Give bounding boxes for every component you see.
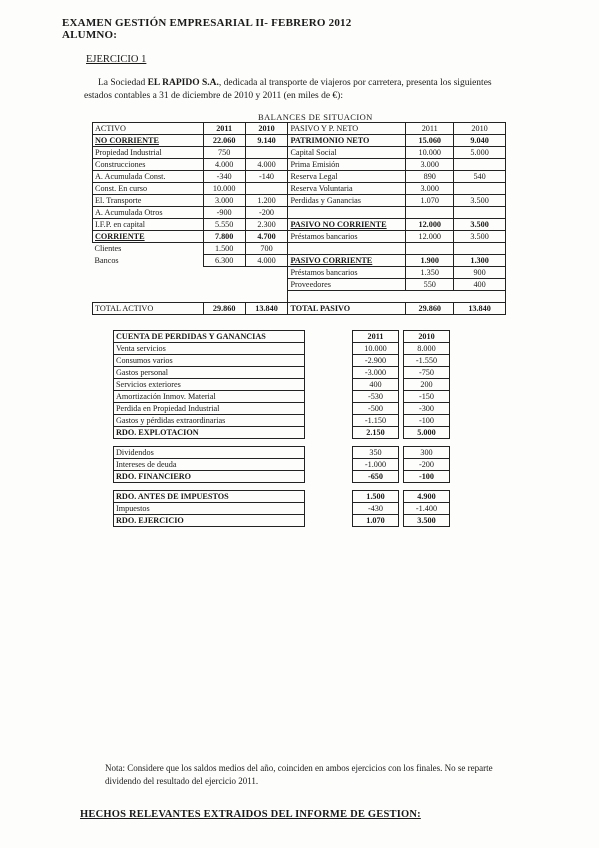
balance-cell: 3.500 — [454, 231, 506, 243]
balance-cell: TOTAL ACTIVO — [93, 302, 204, 314]
balance-cell: -900 — [203, 207, 245, 219]
balance-row — [93, 159, 506, 171]
balance-row — [93, 291, 506, 303]
balance-cell: 10.000 — [406, 147, 454, 159]
balance-cell: ACTIVO — [93, 123, 204, 135]
pyg-gap — [305, 515, 353, 527]
pyg-row — [114, 427, 450, 439]
pyg-gap — [305, 403, 353, 415]
balance-cell — [245, 267, 288, 279]
intro-pre: La Sociedad — [98, 78, 148, 88]
management-report-title: HECHOS RELEVANTES EXTRAIDOS DEL INFORME DE GESTION: — [80, 809, 421, 820]
balance-cell — [406, 207, 454, 219]
balance-cell: 9.040 — [454, 135, 506, 147]
pyg-gap — [305, 491, 353, 503]
pyg-value: -3.000 — [353, 367, 399, 379]
pyg-label: RDO. ANTES DE IMPUESTOS — [114, 491, 305, 503]
balance-cell: 890 — [406, 171, 454, 183]
pyg-spacer — [114, 439, 450, 447]
pyg-label: Intereses de deuda — [114, 459, 305, 471]
balance-row — [93, 135, 506, 147]
balance-cell: 29.860 — [406, 302, 454, 314]
pyg-value: -650 — [353, 471, 399, 483]
balance-cell: 2010 — [245, 123, 288, 135]
balance-cell — [288, 291, 406, 303]
balance-cell: 3.500 — [454, 195, 506, 207]
pyg-value: 300 — [404, 447, 450, 459]
balance-cell: -200 — [245, 207, 288, 219]
balance-cell: 13.840 — [454, 302, 506, 314]
balance-cell: NO CORRIENTE — [93, 135, 204, 147]
pyg-value: 1.500 — [353, 491, 399, 503]
balance-row — [93, 219, 506, 231]
balance-cell — [245, 147, 288, 159]
balance-cell: CORRIENTE — [93, 231, 204, 243]
pyg-label: Perdida en Propiedad Industrial — [114, 403, 305, 415]
balance-cell: 5.550 — [203, 219, 245, 231]
balance-cell — [288, 207, 406, 219]
balance-cell: PASIVO CORRIENTE — [288, 255, 406, 267]
intro-post: , dedicada al transporte de viajeros por carretera, presenta los siguientes estados contables a 31 de diciembre de 2010 y 2011 (en miles de €): — [84, 78, 492, 101]
pyg-value: -750 — [404, 367, 450, 379]
pyg-value: -2.900 — [353, 355, 399, 367]
pyg-gap — [305, 415, 353, 427]
balance-row — [93, 231, 506, 243]
pyg-row — [114, 367, 450, 379]
balance-cell — [93, 291, 204, 303]
balance-cell: 29.860 — [203, 302, 245, 314]
balance-cell — [245, 291, 288, 303]
pyg-value: 5.000 — [404, 427, 450, 439]
balance-cell: 10.000 — [203, 183, 245, 195]
pyg-gap — [305, 459, 353, 471]
pyg-gap — [305, 427, 353, 439]
pyg-value: -100 — [404, 471, 450, 483]
pyg-gap — [305, 447, 353, 459]
balance-row — [93, 302, 506, 314]
pyg-label: Amortización Inmov. Material — [114, 391, 305, 403]
balance-cell — [454, 207, 506, 219]
balance-cell: 2011 — [406, 123, 454, 135]
balance-cell — [245, 279, 288, 291]
pyg-value: -300 — [404, 403, 450, 415]
pyg-label: Dividendos — [114, 447, 305, 459]
balance-caption: BALANCES DE SITUACION — [258, 112, 373, 122]
balance-row — [93, 195, 506, 207]
balance-cell: 540 — [454, 171, 506, 183]
balance-cell: 700 — [245, 243, 288, 255]
balance-cell — [93, 279, 204, 291]
pyg-label: RDO. EXPLOTACION — [114, 427, 305, 439]
balance-cell: 4.000 — [245, 159, 288, 171]
balance-cell: 3.000 — [406, 159, 454, 171]
balance-cell: 3.000 — [406, 183, 454, 195]
pyg-value: 10.000 — [353, 343, 399, 355]
balance-cell: 3.500 — [454, 219, 506, 231]
pyg-value: -430 — [353, 503, 399, 515]
pyg-row — [114, 439, 450, 447]
pyg-row — [114, 415, 450, 427]
pyg-value: 350 — [353, 447, 399, 459]
pyg-row — [114, 403, 450, 415]
balance-cell: Construcciones — [93, 159, 204, 171]
pyg-label: Venta servicios — [114, 343, 305, 355]
balance-cell: 2010 — [454, 123, 506, 135]
pyg-row — [114, 447, 450, 459]
balance-cell: PASIVO Y P. NETO — [288, 123, 406, 135]
balance-sheet-table — [92, 122, 506, 315]
balance-cell: 400 — [454, 279, 506, 291]
balance-cell — [406, 291, 454, 303]
pyg-label: RDO. EJERCICIO — [114, 515, 305, 527]
pyg-value: 2.150 — [353, 427, 399, 439]
income-statement-table — [113, 330, 450, 527]
pyg-gap — [305, 355, 353, 367]
pyg-value: 1.070 — [353, 515, 399, 527]
balance-cell: 22.060 — [203, 135, 245, 147]
balance-cell: 5.000 — [454, 147, 506, 159]
balance-cell: A. Acumulada Otros — [93, 207, 204, 219]
pyg-row — [114, 355, 450, 367]
balance-cell — [245, 183, 288, 195]
balance-cell — [454, 243, 506, 255]
balance-cell: Reserva Legal — [288, 171, 406, 183]
balance-cell: -340 — [203, 171, 245, 183]
exam-title: EXAMEN GESTIÓN EMPRESARIAL II- FEBRERO 2012 — [62, 17, 352, 29]
pyg-value: -200 — [404, 459, 450, 471]
pyg-label: Consumos varios — [114, 355, 305, 367]
pyg-row — [114, 379, 450, 391]
pyg-spacer — [114, 483, 450, 491]
pyg-row — [114, 515, 450, 527]
pyg-value: -1.550 — [404, 355, 450, 367]
pyg-gap — [305, 343, 353, 355]
balance-cell: 1.070 — [406, 195, 454, 207]
balance-cell: 550 — [406, 279, 454, 291]
balance-cell: Proveedores — [288, 279, 406, 291]
balance-cell: 4.000 — [245, 255, 288, 267]
pyg-label: Servicios exteriores — [114, 379, 305, 391]
balance-cell — [454, 291, 506, 303]
balance-row — [93, 243, 506, 255]
pyg-value: -1.000 — [353, 459, 399, 471]
balance-cell: Préstamos bancarios — [288, 267, 406, 279]
exercise-title: EJERCICIO 1 — [86, 54, 147, 65]
pyg-row — [114, 343, 450, 355]
pyg-value: 2011 — [353, 331, 399, 343]
balance-cell: TOTAL PASIVO — [288, 302, 406, 314]
pyg-label: CUENTA DE PERDIDAS Y GANANCIAS — [114, 331, 305, 343]
balance-cell: PATRIMONIO NETO — [288, 135, 406, 147]
balance-cell: 3.000 — [203, 195, 245, 207]
exercise-intro — [84, 77, 504, 103]
pyg-row — [114, 471, 450, 483]
balance-cell: 2.300 — [245, 219, 288, 231]
pyg-gap — [305, 391, 353, 403]
balance-row — [93, 207, 506, 219]
pyg-value: 4.900 — [404, 491, 450, 503]
pyg-value: -500 — [353, 403, 399, 415]
pyg-row — [114, 491, 450, 503]
balance-cell: -140 — [245, 171, 288, 183]
balance-cell: Perdidas y Ganancias — [288, 195, 406, 207]
pyg-value: 200 — [404, 379, 450, 391]
balance-cell: A. Acumulada Const. — [93, 171, 204, 183]
balance-cell: 12.000 — [406, 231, 454, 243]
balance-cell: 1.300 — [454, 255, 506, 267]
balance-cell: 13.840 — [245, 302, 288, 314]
pyg-value: -1.400 — [404, 503, 450, 515]
balance-row — [93, 183, 506, 195]
balance-cell: 2011 — [203, 123, 245, 135]
balance-cell: 12.000 — [406, 219, 454, 231]
balance-cell: Propiedad Industrial — [93, 147, 204, 159]
balance-cell: 4.000 — [203, 159, 245, 171]
pyg-gap — [305, 503, 353, 515]
balance-cell — [288, 243, 406, 255]
pyg-row — [114, 459, 450, 471]
pyg-gap — [305, 367, 353, 379]
balance-cell: Prima Emisión — [288, 159, 406, 171]
pyg-value: 3.500 — [404, 515, 450, 527]
balance-cell: 1.350 — [406, 267, 454, 279]
balance-cell: Préstamos bancarios — [288, 231, 406, 243]
balance-row — [93, 255, 506, 267]
balance-cell: 1.900 — [406, 255, 454, 267]
balance-cell: Bancos — [94, 256, 119, 265]
pyg-row — [114, 391, 450, 403]
pyg-row — [114, 503, 450, 515]
pyg-label: Gastos y pérdidas extraordinarias — [114, 415, 305, 427]
pyg-value: 400 — [353, 379, 399, 391]
balance-cell: 9.140 — [245, 135, 288, 147]
balance-cell — [203, 267, 245, 279]
balance-cell: Const. En curso — [93, 183, 204, 195]
pyg-label: RDO. FINANCIERO — [114, 471, 305, 483]
pyg-gap — [305, 471, 353, 483]
balance-cell: 4.700 — [245, 231, 288, 243]
pyg-value: -1.150 — [353, 415, 399, 427]
balance-cell — [203, 279, 245, 291]
balance-cell: 1.200 — [245, 195, 288, 207]
balance-cell — [203, 291, 245, 303]
exercise-note: Nota: Considere que los saldos medios del año, coinciden en ambos ejercicios con los finales. No se reparte dividendo del resultado del ejercicio 2011. — [105, 763, 493, 786]
pyg-value: 8.000 — [404, 343, 450, 355]
balance-cell: PASIVO NO CORRIENTE — [288, 219, 406, 231]
balance-cell: El. Transporte — [93, 195, 204, 207]
balance-cell: 1.500 — [203, 243, 245, 255]
balance-row — [93, 171, 506, 183]
balance-cell: 900 — [454, 267, 506, 279]
balance-row — [93, 147, 506, 159]
balance-cell — [454, 183, 506, 195]
pyg-header-row — [114, 331, 450, 343]
pyg-value: -150 — [404, 391, 450, 403]
pyg-value: -100 — [404, 415, 450, 427]
pyg-label: Impuestos — [114, 503, 305, 515]
balance-cell: Reserva Voluntaria — [288, 183, 406, 195]
pyg-value: 2010 — [404, 331, 450, 343]
balance-cell: 15.060 — [406, 135, 454, 147]
balance-cell: Clientes — [94, 244, 122, 254]
balance-row — [93, 267, 506, 279]
balance-cell — [93, 267, 204, 279]
student-label: ALUMNO: — [62, 29, 118, 41]
balance-cell: 750 — [203, 147, 245, 159]
balance-row — [93, 123, 506, 135]
balance-cell: 6.300 — [203, 255, 245, 267]
company-name: EL RAPIDO S.A. — [147, 78, 219, 88]
balance-cell: 7.800 — [203, 231, 245, 243]
pyg-gap — [305, 331, 353, 343]
pyg-gap — [305, 379, 353, 391]
pyg-value: -530 — [353, 391, 399, 403]
balance-cell: I.F.P. en capital — [93, 219, 204, 231]
balance-cell — [454, 159, 506, 171]
balance-cell: Capital Social — [288, 147, 406, 159]
pyg-row — [114, 483, 450, 491]
pyg-label: Gastos personal — [114, 367, 305, 379]
balance-cell — [406, 243, 454, 255]
balance-row — [93, 279, 506, 291]
